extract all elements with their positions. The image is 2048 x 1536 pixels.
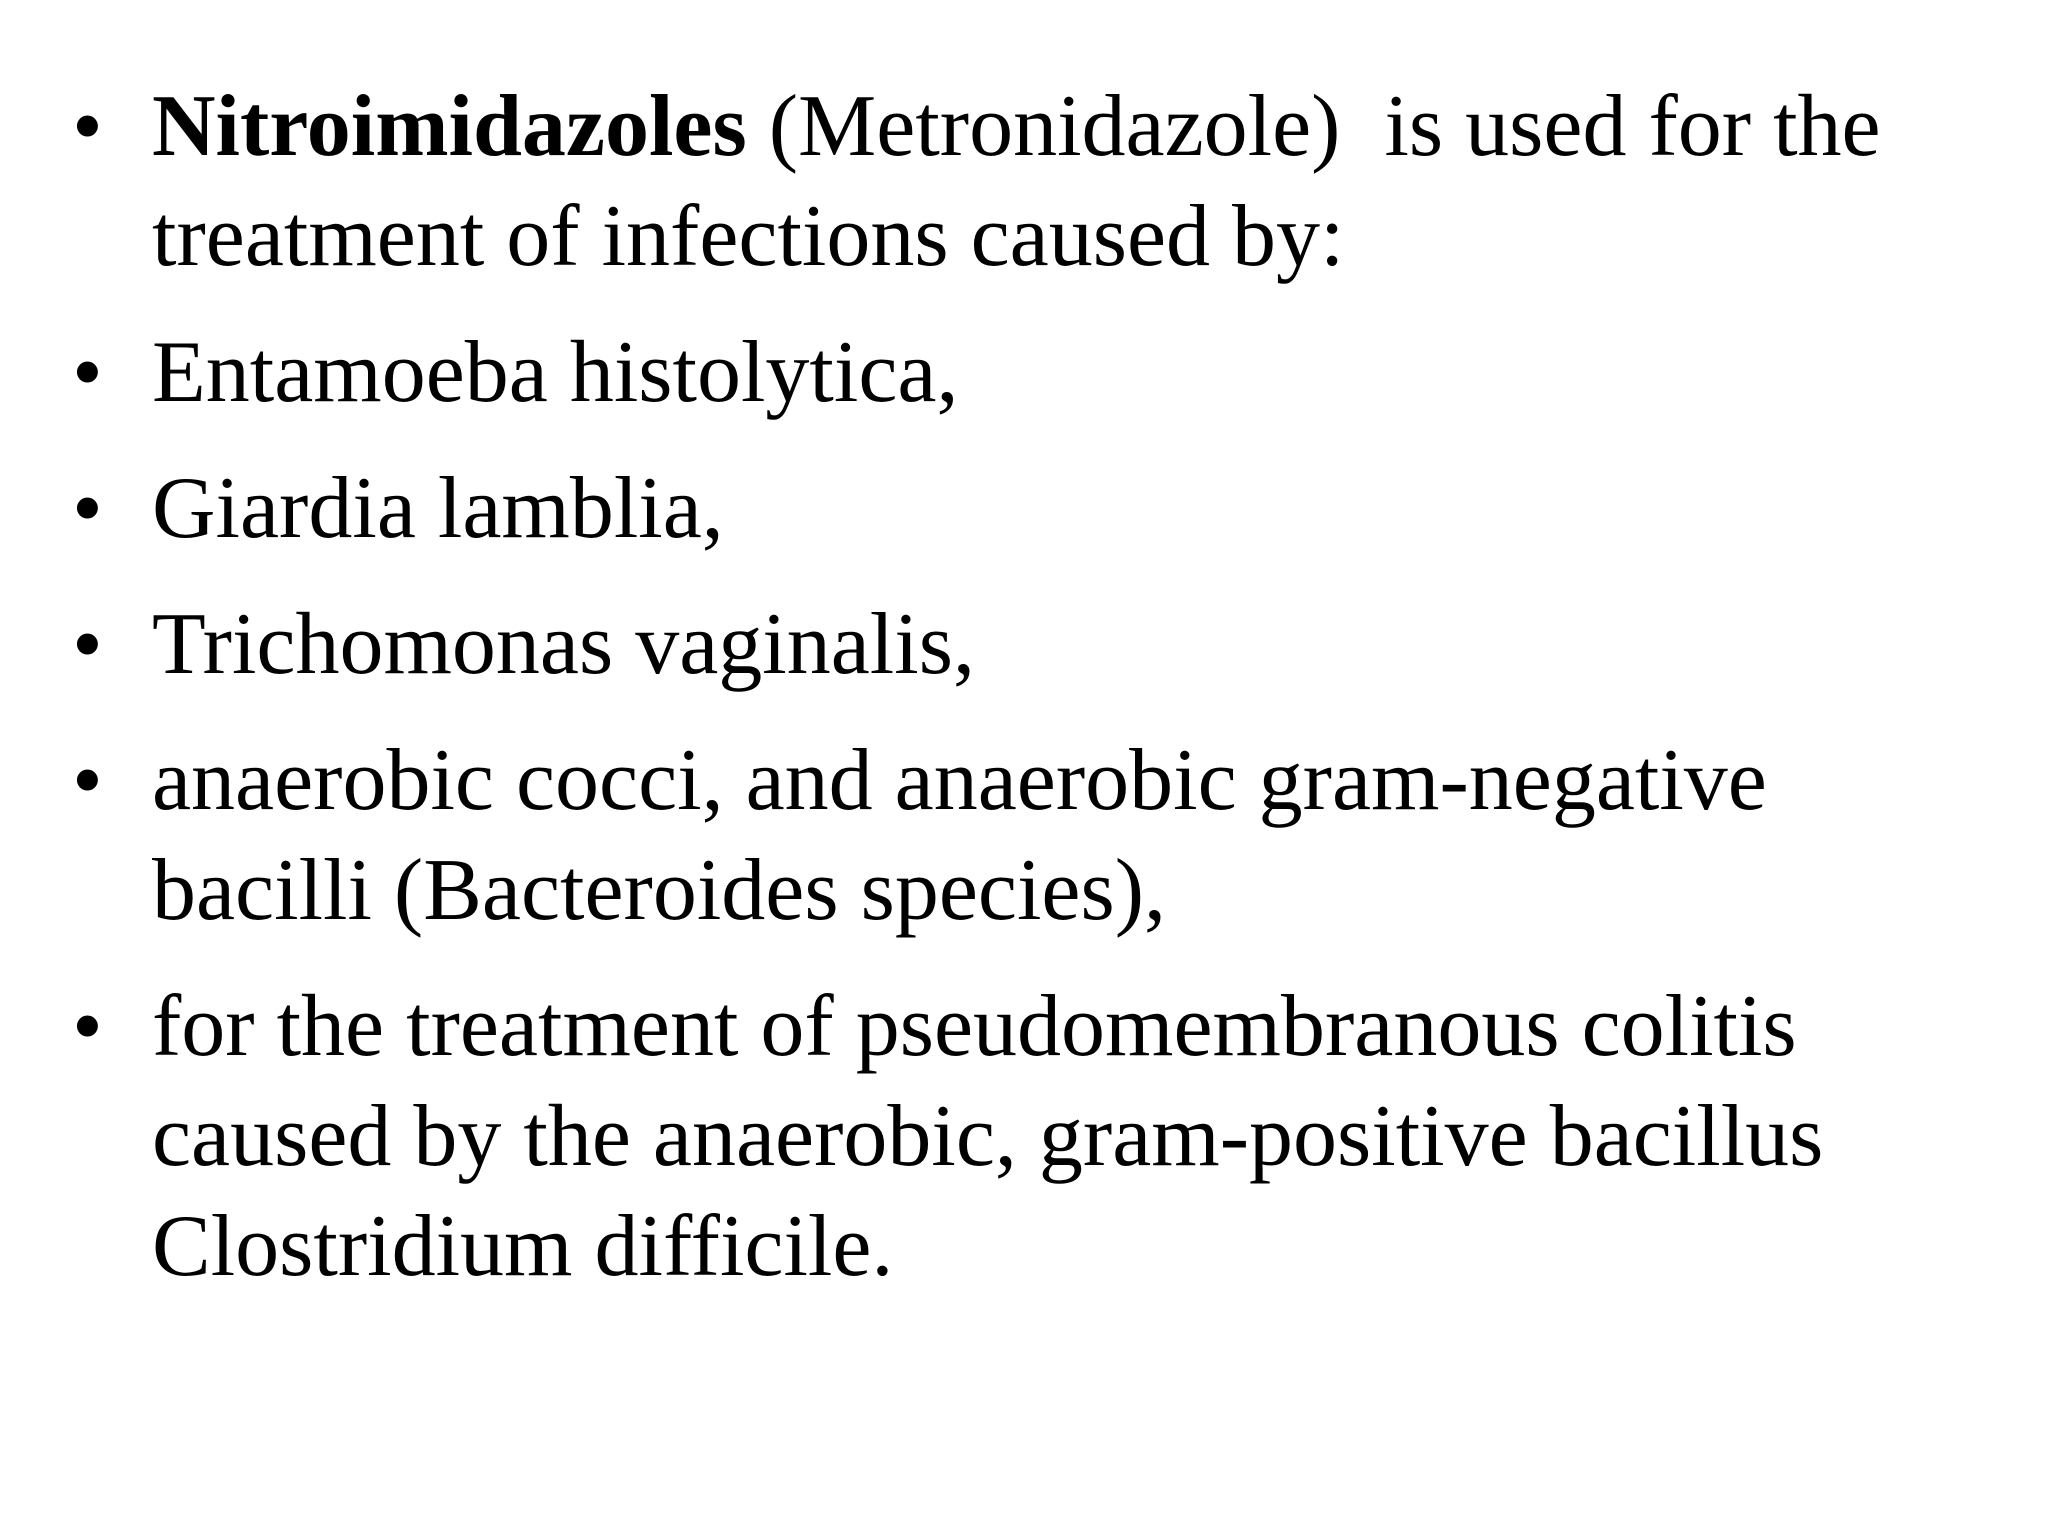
bullet-item-colitis xyxy=(72,972,1992,1302)
bullet-item-trichomonas xyxy=(72,590,1992,700)
bullet-icon: • xyxy=(72,732,103,829)
bullet-item-entamoeba xyxy=(72,318,1992,428)
bullet-text: Giardia lamblia, xyxy=(152,460,724,557)
bullet-icon: • xyxy=(72,596,103,693)
bullet-item-anaerobic xyxy=(72,726,1992,946)
bullet-text: Trichomonas vaginalis, xyxy=(152,596,975,693)
bullet-text: Entamoeba histolytica, xyxy=(152,324,959,421)
bullet-icon: • xyxy=(72,978,103,1075)
bullet-text: for the treatment of pseudomembranous colitis caused by the anaerobic, gram-positive bacillus Clostridium difficile. xyxy=(152,978,1824,1295)
bullet-item-giardia xyxy=(72,454,1992,564)
bullet-icon: • xyxy=(72,460,103,557)
term-nitroimidazoles: Nitroimidazoles xyxy=(152,78,747,175)
bullet-text: (Metronidazole) is used for the treatment of infections caused by: xyxy=(152,78,1903,285)
bullet-item-nitroimidazoles xyxy=(72,72,1992,292)
bullet-list xyxy=(72,72,1992,1328)
bullet-text: anaerobic cocci, and anaerobic gram-negative bacilli (Bacteroides species), xyxy=(152,732,1767,939)
bullet-icon: • xyxy=(72,324,103,421)
bullet-icon: • xyxy=(72,78,103,175)
